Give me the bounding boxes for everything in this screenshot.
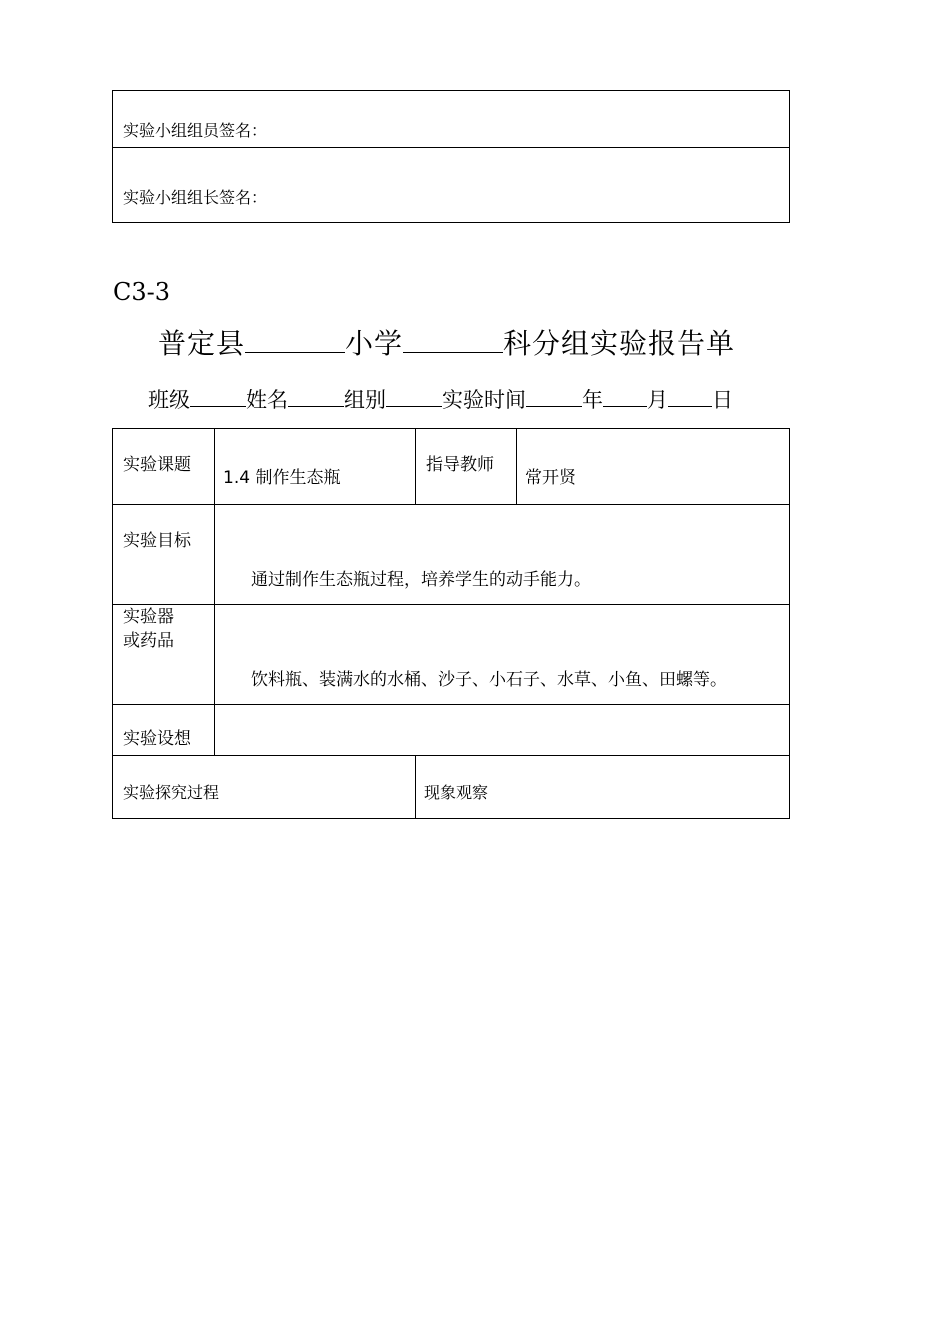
form-code: C3-3 — [113, 278, 171, 306]
day-label: 日 — [712, 388, 733, 412]
info-line — [148, 384, 733, 414]
hypothesis-label-cell — [112, 704, 215, 756]
leader-signature-cell[interactable] — [113, 148, 790, 223]
school-name-blank[interactable] — [245, 351, 345, 353]
process-label: 实验探究过程 — [123, 783, 220, 802]
members-signature-label: 实验小组组员签名： — [123, 121, 268, 140]
equipment-label-cell — [112, 604, 215, 705]
signature-table — [112, 90, 790, 223]
topic-label: 实验课题 — [123, 455, 191, 475]
goal-value: 通过制作生态瓶过程，培养学生的动手能力。 — [251, 570, 591, 590]
topic-value-cell[interactable] — [214, 428, 416, 505]
day-blank[interactable] — [668, 405, 712, 407]
month-label: 月 — [647, 388, 668, 412]
teacher-label: 指导教师 — [426, 455, 494, 475]
class-label: 班级 — [148, 388, 190, 412]
year-label: 年 — [582, 388, 603, 412]
leader-signature-label: 实验小组组长签名： — [123, 188, 268, 207]
time-label: 实验时间 — [442, 388, 526, 412]
year-blank[interactable] — [526, 405, 582, 407]
process-cell[interactable] — [112, 755, 416, 819]
name-blank[interactable] — [288, 405, 344, 407]
teacher-label-cell — [415, 428, 517, 505]
goal-label-cell — [112, 504, 215, 605]
title-county: 普定县 — [158, 327, 246, 360]
subject-blank[interactable] — [403, 351, 503, 353]
name-label: 姓名 — [246, 388, 288, 412]
title-report: 科分组实验报告单 — [503, 327, 736, 360]
topic-value: 1.4 制作生态瓶 — [223, 468, 341, 488]
topic-label-cell — [112, 428, 215, 505]
hypothesis-label: 实验设想 — [123, 729, 191, 749]
group-blank[interactable] — [386, 405, 442, 407]
class-blank[interactable] — [190, 405, 246, 407]
title-school: 小学 — [345, 327, 404, 360]
observation-label: 现象观察 — [424, 783, 489, 802]
group-label: 组别 — [344, 388, 386, 412]
equipment-value-cell[interactable] — [214, 604, 790, 705]
month-blank[interactable] — [603, 405, 647, 407]
hypothesis-value-cell[interactable] — [214, 704, 790, 756]
equipment-label-line2: 或药品 — [123, 631, 174, 651]
goal-label: 实验目标 — [123, 531, 191, 551]
teacher-value-cell[interactable] — [516, 428, 790, 505]
goal-value-cell[interactable] — [214, 504, 790, 605]
observation-cell[interactable] — [415, 755, 790, 819]
equipment-value: 饮料瓶、装满水的水桶、沙子、小石子、水草、小鱼、田螺等。 — [251, 670, 727, 690]
report-title — [158, 322, 735, 362]
equipment-label-line1: 实验器 — [123, 607, 174, 627]
teacher-value: 常开贤 — [525, 468, 576, 488]
report-table — [112, 428, 790, 819]
members-signature-cell[interactable] — [113, 91, 790, 148]
